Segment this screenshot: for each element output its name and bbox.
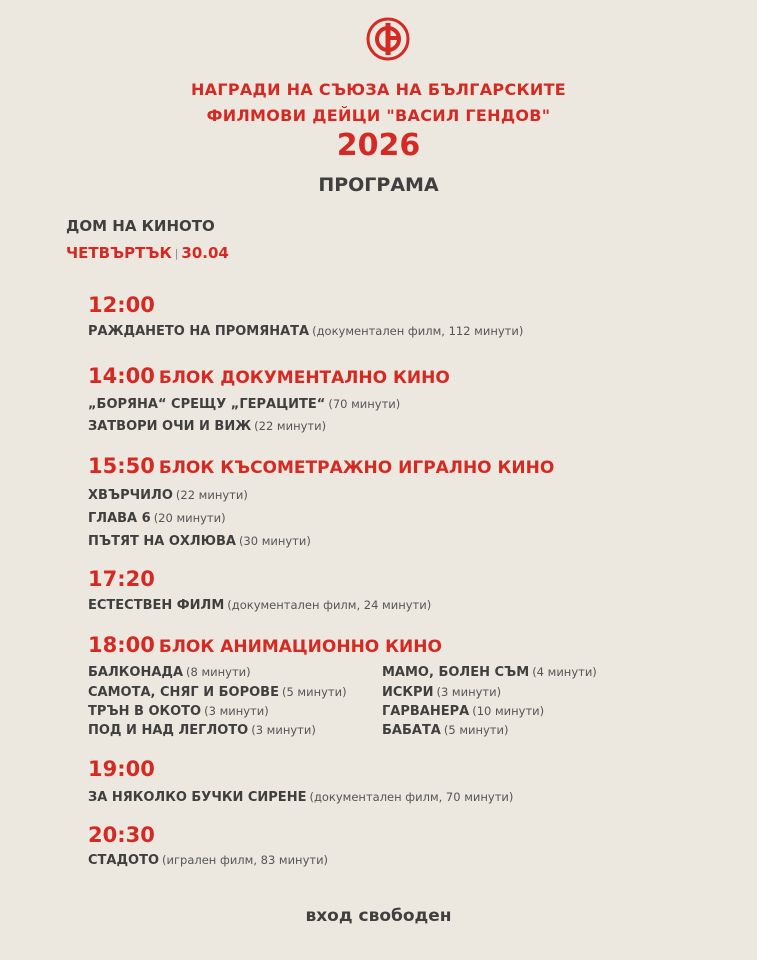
film-title: СТАДОТО (88, 853, 160, 868)
slot-heading (88, 293, 155, 317)
slot-block-label: БЛОК АНИМАЦИОННО КИНО (158, 637, 442, 657)
film-title: ПЪТЯТ НА ОХЛЮВА (88, 534, 236, 549)
film-note: (4 минути) (532, 665, 597, 679)
film-title: ХВЪРЧИЛО (88, 488, 173, 503)
film-entry (88, 685, 347, 700)
film-entry (382, 704, 544, 719)
film-entry (382, 723, 508, 738)
day-name: ЧЕТВЪРТЪК (66, 244, 172, 262)
slot-heading (88, 567, 155, 591)
slot-heading (88, 757, 155, 781)
film-note: (5 минути) (443, 723, 509, 737)
film-title: ИСКРИ (382, 685, 434, 700)
film-note: (22 минути) (175, 488, 248, 502)
film-title: ЗА НЯКОЛКО БУЧКИ СИРЕНЕ (88, 790, 307, 805)
slot-heading (88, 823, 155, 847)
date-line (66, 244, 229, 262)
program-heading: ПРОГРАМА (318, 174, 439, 196)
film-note: (70 минути) (328, 397, 401, 411)
film-title: ЕСТЕСТВЕН ФИЛМ (88, 598, 225, 613)
film-entry (88, 853, 328, 868)
slot-time: 12:00 (88, 293, 155, 317)
film-entry (88, 704, 269, 719)
film-note: (документален филм, 112 минути) (312, 324, 524, 338)
film-title: ПОД И НАД ЛЕГЛОТО (88, 723, 249, 738)
film-note: (8 минути) (186, 665, 251, 679)
award-title-line-2: ФИЛМОВИ ДЕЙЦИ "ВАСИЛ ГЕНДОВ" (206, 106, 551, 125)
year-heading: 2026 (336, 128, 421, 163)
slot-time: 15:50 (88, 454, 155, 478)
film-note: (3 минути) (251, 723, 316, 737)
slot-time: 19:00 (88, 757, 155, 781)
film-entry (88, 723, 316, 738)
slot-time: 14:00 (88, 364, 155, 388)
film-entry (382, 685, 501, 700)
film-title: ЗАТВОРИ ОЧИ И ВИЖ (88, 419, 252, 434)
film-entry (88, 511, 226, 526)
slot-heading (88, 364, 450, 388)
film-title: „БОРЯНА“ СРЕЩУ „ГЕРАЦИТЕ“ (88, 397, 326, 412)
film-note: (документален филм, 24 минути) (227, 598, 432, 612)
film-title: САМОТА, СНЯГ И БОРОВЕ (88, 685, 279, 700)
film-title: БАБАТА (382, 723, 441, 738)
slot-block-label: БЛОК КЪСОМЕТРАЖНО ИГРАЛНО КИНО (158, 458, 555, 478)
film-entry (88, 534, 311, 549)
slot-heading (88, 633, 442, 657)
slot-time: 17:20 (88, 567, 155, 591)
slot-time: 18:00 (88, 633, 155, 657)
film-title: РАЖДАНЕТО НА ПРОМЯНАТА (88, 324, 310, 339)
film-title: ГЛАВА 6 (88, 511, 151, 526)
film-entry (88, 665, 251, 680)
film-entry (88, 488, 248, 503)
film-note: (5 минути) (281, 685, 347, 699)
film-title: БАЛКОНАДА (88, 665, 184, 680)
film-entry (88, 324, 523, 339)
date-value: 30.04 (181, 244, 229, 262)
slot-block-label: БЛОК ДОКУМЕНТАЛНО КИНО (158, 368, 450, 388)
free-entry-note: вход свободен (305, 906, 452, 926)
slot-time: 20:30 (88, 823, 155, 847)
sbfd-logo-icon (366, 17, 410, 61)
film-note: (30 минути) (238, 534, 311, 548)
slot-heading (88, 454, 554, 478)
film-note: (3 минути) (436, 685, 502, 699)
film-note: (10 минути) (472, 704, 545, 718)
film-entry (382, 665, 597, 680)
film-title: МАМО, БОЛЕН СЪМ (382, 665, 530, 680)
film-entry (88, 419, 326, 434)
date-separator: | (174, 247, 179, 260)
film-note: (20 минути) (153, 511, 226, 525)
film-entry (88, 598, 431, 613)
film-entry (88, 397, 400, 412)
film-note: (22 минути) (254, 419, 327, 433)
film-title: ТРЪН В ОКОТО (88, 704, 202, 719)
film-note: (3 минути) (204, 704, 269, 718)
film-note: (игрален филм, 83 минути) (162, 853, 329, 867)
film-title: ГАРВАНЕРА (382, 704, 470, 719)
film-note: (документален филм, 70 минути) (309, 790, 514, 804)
venue-name: ДОМ НА КИНОТО (66, 217, 215, 235)
award-title-line-1: НАГРАДИ НА СЪЮЗА НА БЪЛГАРСКИТЕ (190, 80, 567, 99)
film-entry (88, 790, 513, 805)
